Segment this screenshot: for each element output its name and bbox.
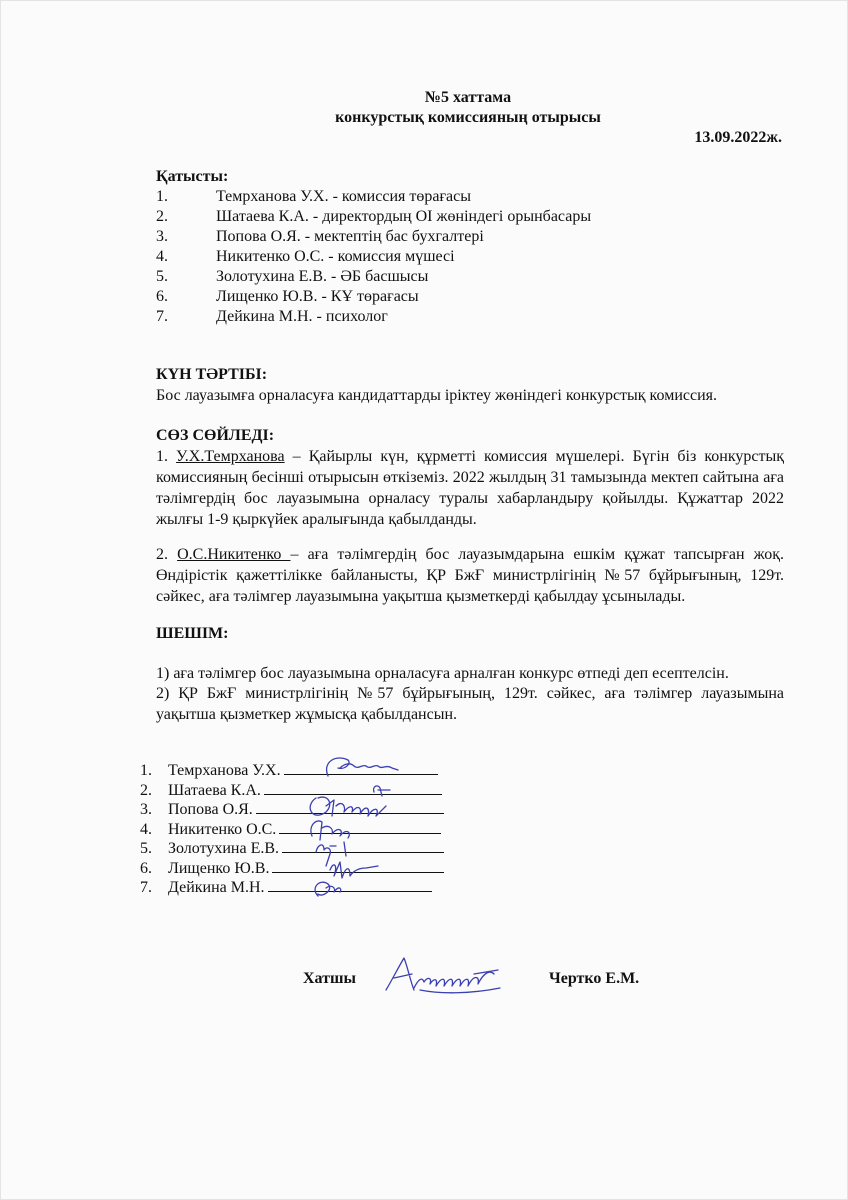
- participant-number: 4.: [156, 248, 168, 265]
- participant-item: [156, 267, 786, 287]
- participant-number: 7.: [156, 308, 168, 325]
- decision-heading: ШЕШІМ:: [156, 625, 229, 642]
- participant-text: Никитенко О.С. - комиссия мүшесі: [216, 248, 455, 265]
- speech-number: 1.: [156, 448, 168, 465]
- speech-item: [156, 544, 784, 607]
- agenda-text: Бос лауазымға орналасуға кандидаттарды іріктеу жөніндегі конкурстық комиссия.: [156, 387, 718, 404]
- speaker-name: О.С.Никитенко: [177, 546, 291, 563]
- signatory-name: Шатаева К.А.: [168, 781, 261, 799]
- signatory-name: Дейкина М.Н.: [168, 879, 265, 896]
- decision-item: 1) аға тәлімгер бос лауазымына орналасуға арналған конкурс өтпеді деп есептелсін.: [156, 665, 729, 682]
- signature-row: [140, 838, 444, 858]
- participant-text: Попова О.Я. - мектептің бас бухгалтері: [216, 228, 484, 245]
- decision-item: 2) ҚР БжҒ министрлігінің №57 бұйрығының, 129т. сәйкес, аға тәлімгер лауазымына уақытша қызметкер жұмысқа қабылдансын.: [156, 685, 784, 723]
- secretary-label: Хатшы: [303, 970, 356, 987]
- speech-text: – аға тәлімгердің бос лауазымдарына ешкім құжат тапсырған жоқ. Өндірістік қажеттілікке байланысты, ҚР БжҒ министрлігінің №57 бұйрығының, 129т. сәйкес, аға тәлімгер лауазымына уақытша қызметкерді қабылдау ұсынылады.: [156, 546, 785, 605]
- secretary-name: Чертко Е.М.: [549, 970, 640, 987]
- participant-item: [156, 227, 786, 247]
- protocol-subtitle: конкурстық комиссияның отырысы: [335, 109, 601, 126]
- speech-item: [156, 446, 784, 530]
- signature-number: 6.: [140, 859, 152, 877]
- signature-line: [256, 799, 444, 814]
- participant-item: [156, 187, 786, 207]
- participant-item: [156, 307, 786, 327]
- signature-row: [140, 760, 444, 780]
- participant-text: Золотухина Е.В. - ӘБ басшысы: [216, 268, 429, 285]
- signatory-name: Золотухина Е.В.: [168, 840, 280, 857]
- signature-line: [284, 760, 438, 775]
- participant-text: Темрханова У.Х. - комиссия төрағасы: [216, 188, 471, 205]
- signature-row: [140, 819, 444, 839]
- signature-secretary: [386, 958, 500, 993]
- speeches-heading: СӨЗ СӨЙЛЕДІ:: [156, 427, 275, 444]
- participant-text: Лищенко Ю.В. - КҰ төрағасы: [216, 288, 419, 305]
- signature-row: [140, 877, 444, 897]
- participant-number: 6.: [156, 288, 168, 305]
- signature-row: [140, 780, 444, 800]
- protocol-date: 13.09.2022ж.: [694, 129, 782, 146]
- participant-text: Шатаева К.А. - директордың ОІ жөніндегі орынбасары: [216, 208, 592, 225]
- signature-line: [272, 858, 444, 873]
- signature-number: 2.: [140, 781, 152, 799]
- participant-number: 1.: [156, 188, 168, 205]
- signature-line: [264, 780, 442, 795]
- signature-list: [140, 760, 444, 897]
- signature-number: 5.: [140, 840, 152, 857]
- speech-text: – Қайырлы күн, құрметті комиссия мүшелері. Бүгін біз конкурстық комиссияның бесінші отырысын өткіземіз. 2022 жылдың 31 тамызында мектеп сайтына аға тәлімгердің бос лауазымына орналасу туралы хабарландыру қойылды. Құжаттар 2022 жылғы 1-9 қыркүйек аралығында қабылданды.: [156, 448, 785, 528]
- signature-line: [268, 877, 432, 892]
- participant-item: [156, 247, 786, 267]
- signature-number: 3.: [140, 801, 152, 818]
- speaker-name: У.Х.Темрханова: [176, 448, 285, 465]
- participant-number: 2.: [156, 208, 168, 225]
- signatory-name: Попова О.Я.: [168, 801, 253, 818]
- signature-row: [140, 858, 444, 878]
- speech-number: 2.: [156, 546, 168, 563]
- participants-list: [156, 187, 786, 327]
- signature-number: 7.: [140, 879, 152, 896]
- signature-number: 4.: [140, 820, 152, 838]
- participant-number: 5.: [156, 268, 168, 285]
- participant-text: Дейкина М.Н. - психолог: [216, 308, 388, 325]
- signature-number: 1.: [140, 762, 152, 779]
- signatory-name: Темрханова У.Х.: [168, 762, 281, 779]
- signature-line: [282, 838, 444, 853]
- protocol-title: №5 хаттама: [424, 89, 512, 106]
- participants-heading: Қатысты:: [156, 168, 229, 185]
- signatory-name: Никитенко О.С.: [168, 820, 277, 838]
- participant-item: [156, 287, 786, 307]
- agenda-heading: КҮН ТӘРТІБІ:: [156, 366, 268, 383]
- signature-row: [140, 799, 444, 819]
- participant-item: [156, 207, 786, 227]
- signatory-name: Лищенко Ю.В.: [168, 859, 270, 877]
- participant-number: 3.: [156, 228, 168, 245]
- signature-line: [279, 819, 441, 834]
